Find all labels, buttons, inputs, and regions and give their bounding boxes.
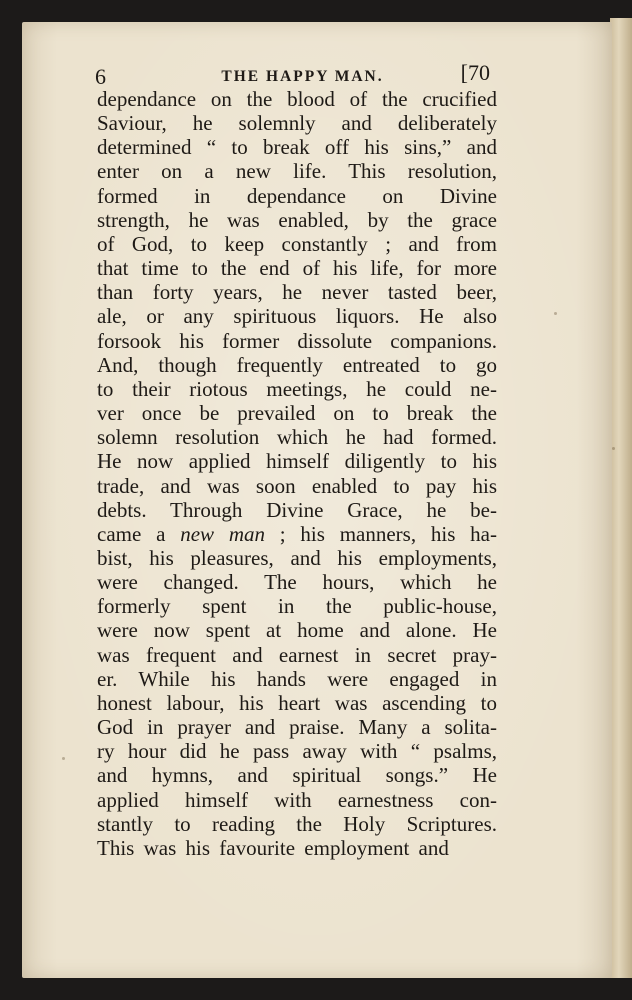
running-head: [95, 58, 490, 88]
page-number: 6: [95, 64, 106, 89]
text-line: He now applied himself diligently to his: [97, 449, 497, 474]
text-line: to their riotous meetings, he could ne-: [97, 376, 497, 401]
text-line: strength, he was enabled, by the grace: [97, 207, 497, 232]
text-line: forsook his former dissolute companions.: [97, 328, 497, 353]
text-line: This was his favourite employment and: [97, 835, 449, 860]
text-line: were now spent at home and alone. He: [97, 618, 497, 643]
text-line: honest labour, his heart was ascending to: [97, 690, 497, 715]
text-after-italic: ; his manners, his ha-: [265, 521, 497, 546]
signature-mark: [70: [460, 60, 490, 85]
text-line: Saviour, he solemnly and deliberately: [97, 111, 497, 136]
text-line: dependance on the blood of the crucified: [97, 87, 497, 111]
paper-speck: [612, 447, 615, 450]
text-line: trade, and was soon enabled to pay his: [97, 473, 497, 498]
text-line: solemn resolution which he had formed.: [97, 425, 497, 450]
paper-speck: [62, 757, 65, 760]
text-line: stantly to reading the Holy Scriptures.: [97, 811, 497, 836]
text-line: And, though frequently entreated to go: [97, 352, 497, 377]
page-edge: [610, 18, 632, 978]
text-line: applied himself with earnestness con-: [97, 787, 497, 812]
text-line: formerly spent in the public-house,: [97, 594, 497, 619]
body-text: [97, 87, 497, 860]
text-line: determined “ to break off his sins,” and: [97, 135, 497, 160]
text-line: than forty years, he never tasted beer,: [97, 280, 497, 305]
text-line: er. While his hands were engaged in: [97, 666, 497, 691]
text-line: ry hour did he pass away with “ psalms,: [97, 739, 497, 764]
text-line: God in prayer and praise. Many a solita-: [97, 715, 497, 740]
text-line: was frequent and earnest in secret pray-: [97, 642, 497, 667]
text-line: that time to the end of his life, for more: [97, 256, 497, 281]
text-line: ver once be prevailed on to break the: [97, 401, 497, 426]
text-line: and hymns, and spiritual songs.” He: [97, 763, 497, 788]
text-line-italic: [97, 522, 497, 546]
text-line: bist, his pleasures, and his employments,: [97, 545, 497, 570]
italic-phrase: new man: [180, 521, 265, 546]
text-line: formed in dependance on Divine: [97, 183, 497, 208]
text-line: were changed. The hours, which he: [97, 570, 497, 595]
text-line: enter on a new life. This resolution,: [97, 159, 497, 184]
text-line: debts. Through Divine Grace, he be-: [97, 497, 497, 522]
paper-speck: [554, 312, 557, 315]
text-line: ale, or any spirituous liquors. He also: [97, 304, 497, 329]
text-before-italic: came a: [97, 521, 181, 546]
running-title: THE HAPPY MAN.: [221, 68, 384, 85]
text-line: of God, to keep constantly ; and from: [97, 231, 497, 256]
